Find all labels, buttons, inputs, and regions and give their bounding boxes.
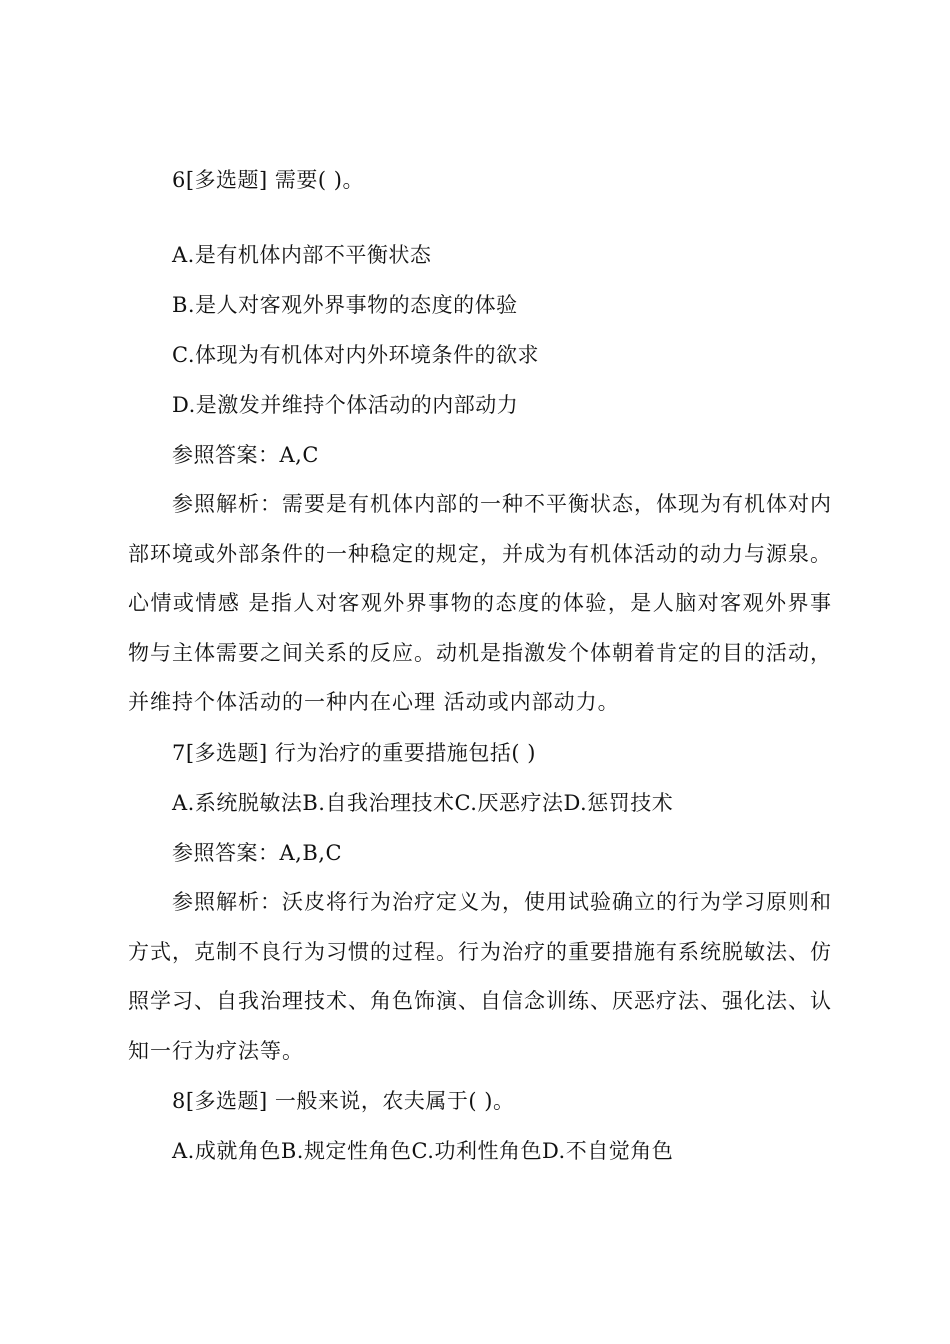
question-7-title: 7[多选题] 行为治疗的重要措施包括( ) — [172, 741, 536, 765]
question-7-analysis: 参照解析：沃皮将行为治疗定义为，使用试验确立的行为学习原则和方式，克制不良行为习惯的过程。行为治疗的重要措施有系统脱敏法、仿照学习、自我治理技术、角色饰演、自信念训练、厌恶疗法、强化法、认知一行为疗法等。 — [128, 890, 832, 1063]
question-6-analysis: 参照解析：需要是有机体内部的一种不平衡状态，体现为有机体对内部环境或外部条件的一种稳定的规定，并成为有机体活动的动力与源泉。心情或情感 是指人对客观外界事物的态度的体验，是人脑对客观外界事物与主体需要之间关系的反应。动机是指激发个体朝着肯定的目的活动，并维持个体活动的一种内在心理 活动或内部动力。 — [128, 492, 832, 714]
question-8-options: A.成就角色B.规定性角色C.功利性角色D.不自觉角色 — [172, 1139, 674, 1163]
question-6-answer: 参照答案：A,C — [172, 443, 319, 467]
question-7-answer: 参照答案：A,B,C — [172, 841, 343, 865]
question-7-options: A.系统脱敏法B.自我治理技术C.厌恶疗法D.惩罚技术 — [172, 791, 674, 815]
question-6-option-c: C.体现为有机体对内外环境条件的欲求 — [172, 343, 539, 367]
question-6-title: 6[多选题] 需要( )。 — [172, 168, 364, 192]
question-6-option-b: B.是人对客观外界事物的态度的体验 — [172, 293, 518, 317]
question-6-option-d: D.是激发并维持个体活动的内部动力 — [172, 393, 519, 417]
question-8-title: 8[多选题] 一般来说，农夫属于( )。 — [172, 1089, 515, 1113]
question-6-option-a: A.是有机体内部不平衡状态 — [172, 243, 432, 267]
